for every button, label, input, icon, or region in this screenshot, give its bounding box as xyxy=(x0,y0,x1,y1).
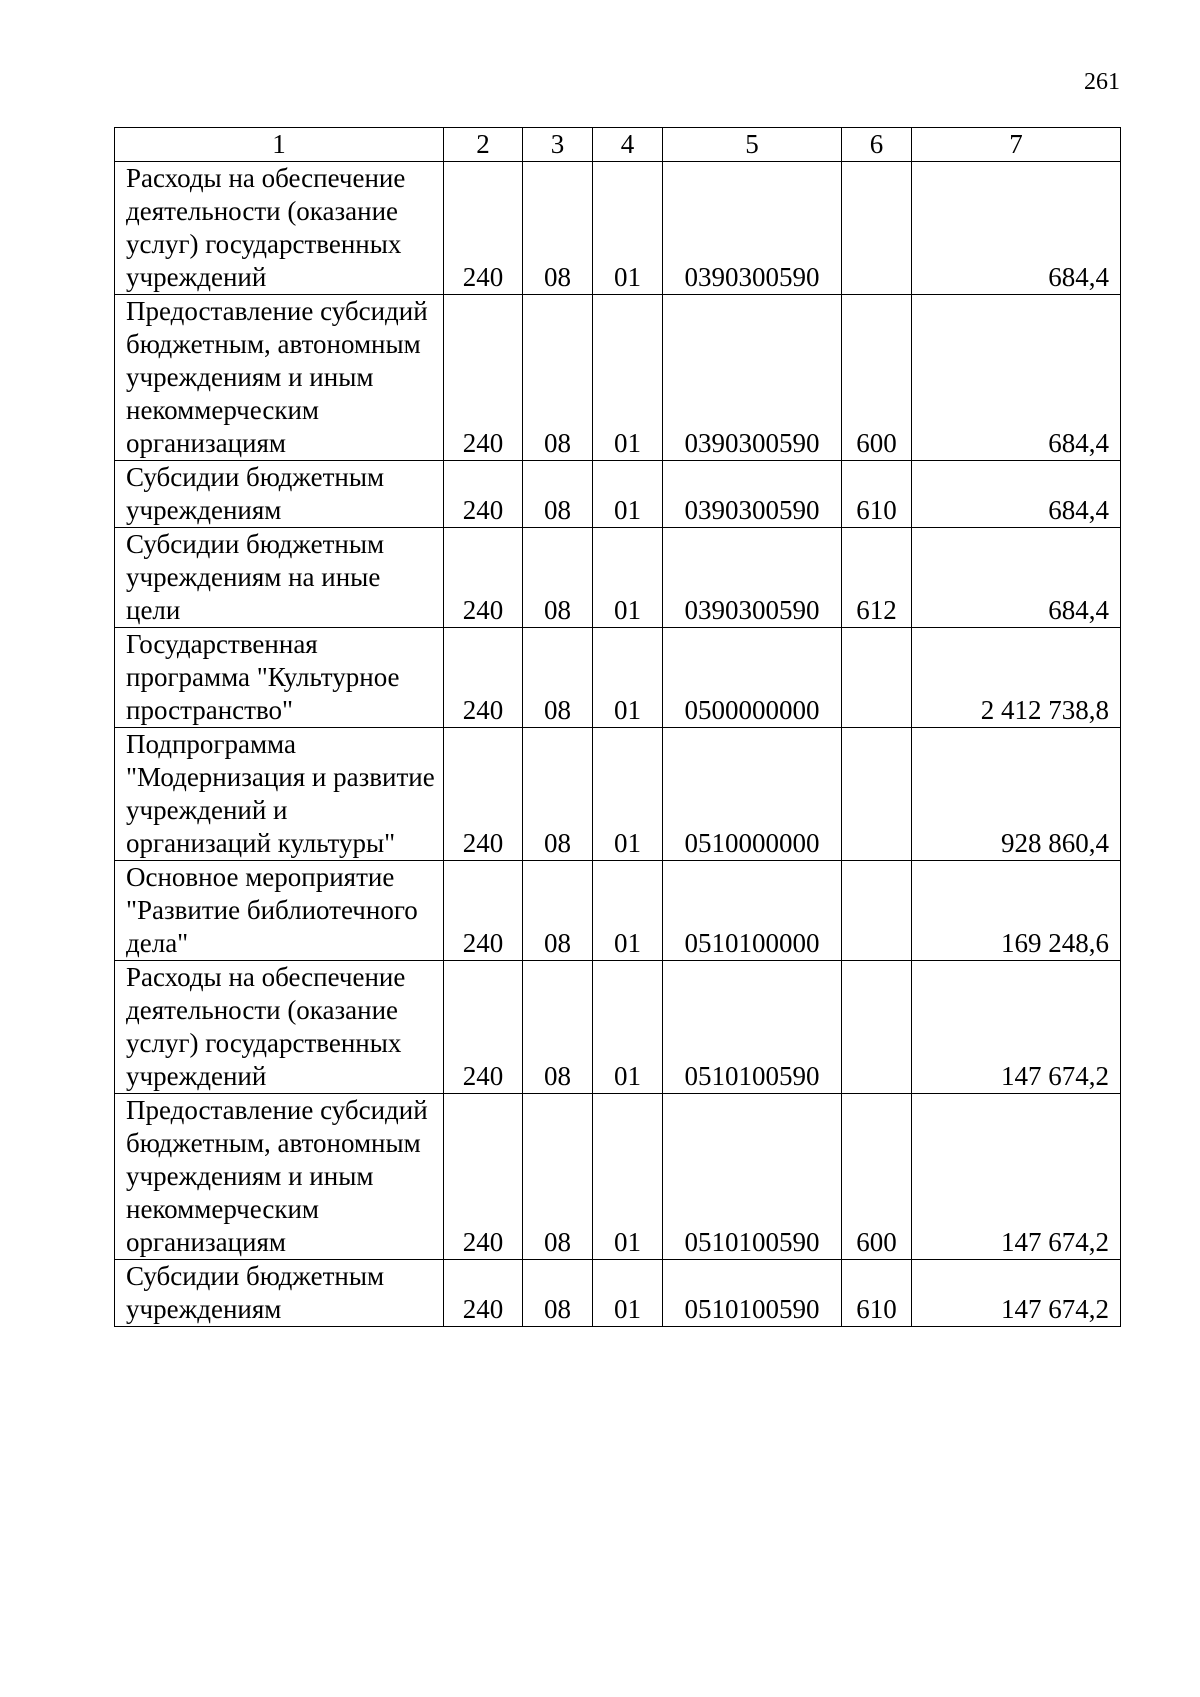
table-row xyxy=(115,528,1121,628)
target-code-cell: 0390300590 xyxy=(663,461,842,528)
item-name-cell: Расходы на обеспечение деятельности (оказание услуг) государственных учреждений xyxy=(115,961,444,1094)
ministry-code-cell: 240 xyxy=(444,861,523,961)
ministry-code-cell: 240 xyxy=(444,628,523,728)
expense-type-cell xyxy=(842,961,912,1094)
table-row xyxy=(115,162,1121,295)
item-name-cell: Расходы на обеспечение деятельности (оказание услуг) государственных учреждений xyxy=(115,162,444,295)
subsection-code-cell: 01 xyxy=(593,162,663,295)
table-row xyxy=(115,1094,1121,1260)
amount-cell: 684,4 xyxy=(912,461,1121,528)
ministry-code-cell: 240 xyxy=(444,1260,523,1327)
section-code-cell: 08 xyxy=(523,961,593,1094)
amount-cell: 169 248,6 xyxy=(912,861,1121,961)
amount-cell: 684,4 xyxy=(912,162,1121,295)
section-code-cell: 08 xyxy=(523,628,593,728)
expense-type-cell: 610 xyxy=(842,461,912,528)
subsection-code-cell: 01 xyxy=(593,295,663,461)
table-row xyxy=(115,728,1121,861)
column-header: 2 xyxy=(444,128,523,162)
subsection-code-cell: 01 xyxy=(593,1094,663,1260)
amount-cell: 684,4 xyxy=(912,528,1121,628)
subsection-code-cell: 01 xyxy=(593,961,663,1094)
ministry-code-cell: 240 xyxy=(444,728,523,861)
item-name-cell: Субсидии бюджетным учреждениям xyxy=(115,1260,444,1327)
column-header: 7 xyxy=(912,128,1121,162)
section-code-cell: 08 xyxy=(523,1260,593,1327)
item-name-cell: Основное мероприятие "Развитие библиотечного дела" xyxy=(115,861,444,961)
ministry-code-cell: 240 xyxy=(444,961,523,1094)
target-code-cell: 0510000000 xyxy=(663,728,842,861)
amount-cell: 147 674,2 xyxy=(912,1094,1121,1260)
item-name-cell: Предоставление субсидий бюджетным, автономным учреждениям и иным некоммерческим организациям xyxy=(115,295,444,461)
budget-table xyxy=(114,127,1121,1327)
subsection-code-cell: 01 xyxy=(593,628,663,728)
expense-type-cell: 600 xyxy=(842,1094,912,1260)
item-name-cell: Предоставление субсидий бюджетным, автономным учреждениям и иным некоммерческим организациям xyxy=(115,1094,444,1260)
amount-cell: 147 674,2 xyxy=(912,961,1121,1094)
expense-type-cell xyxy=(842,162,912,295)
section-code-cell: 08 xyxy=(523,728,593,861)
amount-cell: 928 860,4 xyxy=(912,728,1121,861)
ministry-code-cell: 240 xyxy=(444,162,523,295)
item-name-cell: Подпрограмма "Модернизация и развитие учреждений и организаций культуры" xyxy=(115,728,444,861)
section-code-cell: 08 xyxy=(523,1094,593,1260)
subsection-code-cell: 01 xyxy=(593,728,663,861)
target-code-cell: 0390300590 xyxy=(663,528,842,628)
expense-type-cell xyxy=(842,728,912,861)
subsection-code-cell: 01 xyxy=(593,861,663,961)
expense-type-cell xyxy=(842,628,912,728)
subsection-code-cell: 01 xyxy=(593,528,663,628)
target-code-cell: 0500000000 xyxy=(663,628,842,728)
target-code-cell: 0510100590 xyxy=(663,1260,842,1327)
amount-cell: 2 412 738,8 xyxy=(912,628,1121,728)
target-code-cell: 0510100000 xyxy=(663,861,842,961)
page-number: 261 xyxy=(1084,69,1120,95)
item-name-cell: Государственная программа "Культурное пространство" xyxy=(115,628,444,728)
section-code-cell: 08 xyxy=(523,162,593,295)
table-row xyxy=(115,461,1121,528)
ministry-code-cell: 240 xyxy=(444,461,523,528)
section-code-cell: 08 xyxy=(523,528,593,628)
column-header: 6 xyxy=(842,128,912,162)
subsection-code-cell: 01 xyxy=(593,1260,663,1327)
target-code-cell: 0510100590 xyxy=(663,1094,842,1260)
expense-type-cell: 610 xyxy=(842,1260,912,1327)
ministry-code-cell: 240 xyxy=(444,528,523,628)
table-row xyxy=(115,861,1121,961)
amount-cell: 684,4 xyxy=(912,295,1121,461)
subsection-code-cell: 01 xyxy=(593,461,663,528)
item-name-cell: Субсидии бюджетным учреждениям xyxy=(115,461,444,528)
expense-type-cell: 600 xyxy=(842,295,912,461)
expense-type-cell: 612 xyxy=(842,528,912,628)
table-row xyxy=(115,295,1121,461)
table-row xyxy=(115,1260,1121,1327)
ministry-code-cell: 240 xyxy=(444,1094,523,1260)
expense-type-cell xyxy=(842,861,912,961)
amount-cell: 147 674,2 xyxy=(912,1260,1121,1327)
column-header: 4 xyxy=(593,128,663,162)
table-header-row xyxy=(115,128,1121,162)
item-name-cell: Субсидии бюджетным учреждениям на иные цели xyxy=(115,528,444,628)
target-code-cell: 0390300590 xyxy=(663,295,842,461)
section-code-cell: 08 xyxy=(523,861,593,961)
table-row xyxy=(115,961,1121,1094)
target-code-cell: 0390300590 xyxy=(663,162,842,295)
column-header: 3 xyxy=(523,128,593,162)
ministry-code-cell: 240 xyxy=(444,295,523,461)
column-header: 5 xyxy=(663,128,842,162)
target-code-cell: 0510100590 xyxy=(663,961,842,1094)
section-code-cell: 08 xyxy=(523,461,593,528)
table-row xyxy=(115,628,1121,728)
section-code-cell: 08 xyxy=(523,295,593,461)
column-header: 1 xyxy=(115,128,444,162)
